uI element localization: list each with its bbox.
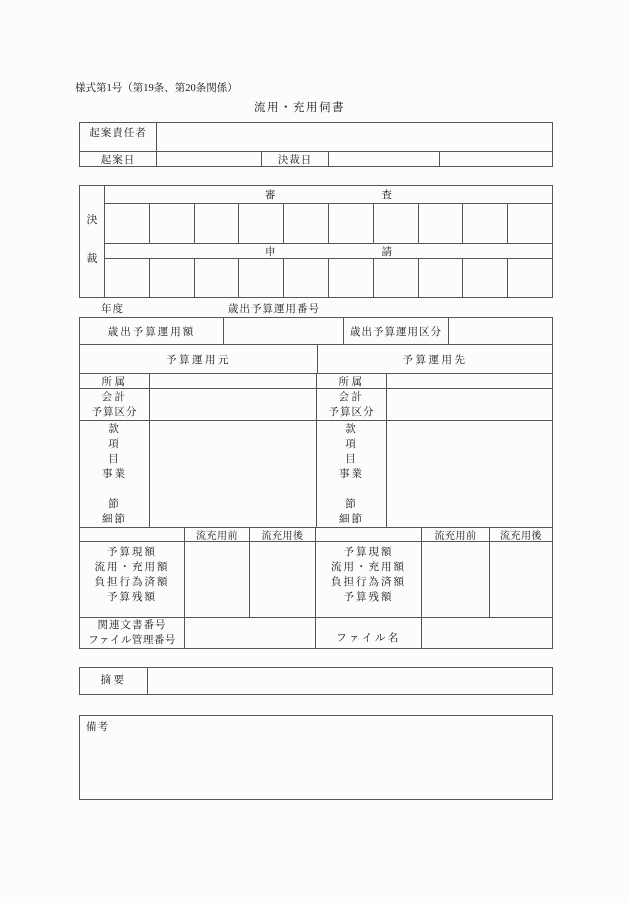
decision-label-char-1: 決 <box>86 214 98 226</box>
review-stamp-row <box>105 203 552 243</box>
draft-date-label: 起案日 <box>100 155 136 166</box>
page-title: 流用・充用伺書 <box>254 102 345 114</box>
stamp-cell <box>194 204 239 243</box>
source-account-label <box>80 389 149 420</box>
request-header <box>105 243 552 258</box>
stamp-cell <box>328 204 373 243</box>
drafter-table <box>79 122 553 167</box>
source-budget-levels-value-cell <box>149 421 316 527</box>
related-doc-value-cell <box>184 618 315 648</box>
stamp-cell <box>149 259 194 297</box>
stamp-cell <box>507 204 552 243</box>
source-header: 予算運用元 <box>166 354 231 366</box>
form-number-note: 様式第1号（第19条、第20条関係） <box>75 83 238 94</box>
account-division-row <box>80 388 552 420</box>
stamp-cell <box>507 259 552 297</box>
source-budget-levels-label: 款 項 目 事業 節 細節 <box>102 424 127 525</box>
stamp-cell <box>149 204 194 243</box>
dest-account-value-cell <box>386 389 552 420</box>
decision-grid <box>104 186 552 297</box>
file-name-label: ファイル名 <box>315 618 421 648</box>
drafter-value-cell <box>156 123 552 151</box>
transfer-amount-label: 歳出予算運用額 <box>107 326 196 338</box>
source-amount-labels: 予算現額 流用・充用額 負担行為済額 予算残額 <box>94 547 170 603</box>
stamp-cell <box>238 259 283 297</box>
drafter-label: 起案責任者 <box>89 128 147 139</box>
file-name-value-cell <box>421 618 552 648</box>
stamp-cell <box>462 259 507 297</box>
stamp-cell <box>462 204 507 243</box>
dest-account-label <box>316 389 386 420</box>
header-spacer-cell <box>80 528 184 541</box>
dest-budget-levels-label: 款 項 目 事業 節 細節 <box>316 421 386 527</box>
stamp-cell <box>105 204 149 243</box>
destination-header: 予算運用先 <box>317 345 552 373</box>
stamp-cell <box>283 259 328 297</box>
dest-before-value-cell <box>421 542 489 617</box>
account-label-line-2: 予算区分 <box>91 406 138 418</box>
stamp-cell <box>194 259 239 297</box>
fiscal-year-label: 年度 <box>101 304 124 315</box>
transfer-category-label: 歳出予算運用区分 <box>343 318 448 344</box>
decision-table <box>79 185 553 298</box>
source-after-value-cell <box>249 542 315 617</box>
stamp-cell <box>283 204 328 243</box>
source-dest-header-row <box>80 344 552 373</box>
remarks-label: 備考 <box>86 722 109 733</box>
approval-date-value-cell <box>328 152 439 167</box>
review-char-2: 査 <box>381 190 392 201</box>
request-char-2: 請 <box>381 246 392 258</box>
remarks-box <box>79 715 553 800</box>
transfer-amount-value-cell <box>223 318 343 344</box>
amounts-row <box>80 541 552 617</box>
related-doc-label: 関連文書番号 ファイル管理番号 <box>88 620 176 646</box>
review-char-1: 審 <box>265 190 276 201</box>
stamp-cell <box>418 204 463 243</box>
summary-table <box>79 667 553 695</box>
source-before-value-cell <box>184 542 249 617</box>
account-label-line-1: 会計 <box>101 391 128 403</box>
dest-after-header: 流充用後 <box>489 528 552 541</box>
dest-budget-levels-value-cell <box>386 421 552 527</box>
stamp-cell <box>373 204 418 243</box>
budget-transfer-table <box>79 317 553 649</box>
stamp-cell <box>105 259 149 297</box>
dest-before-header: 流充用前 <box>421 528 489 541</box>
summary-value-cell <box>147 668 552 694</box>
draft-date-value-cell <box>156 152 261 167</box>
account-label-line-1: 会計 <box>338 391 365 403</box>
transfer-number-label: 歳出予算運用番号 <box>228 304 320 315</box>
stamp-cell <box>328 259 373 297</box>
transfer-amount-row <box>80 318 552 344</box>
dest-affiliation-value-cell <box>386 374 552 388</box>
source-before-header: 流充用前 <box>184 528 249 541</box>
account-label-line-2: 予算区分 <box>328 406 375 418</box>
source-affiliation-label: 所属 <box>101 376 128 388</box>
before-after-header-row <box>80 527 552 541</box>
header-spacer-cell <box>315 528 421 541</box>
dest-affiliation-label: 所属 <box>316 374 386 388</box>
decision-label <box>80 186 104 297</box>
stamp-cell <box>418 259 463 297</box>
stamp-cell <box>238 204 283 243</box>
affiliation-row <box>80 373 552 388</box>
doc-number-row <box>80 617 552 648</box>
transfer-category-value-cell <box>448 318 552 344</box>
dest-amount-labels: 予算現額 流用・充用額 負担行為済額 予算残額 <box>315 542 421 617</box>
decision-label-char-2: 裁 <box>86 253 98 265</box>
source-affiliation-value-cell <box>149 374 316 388</box>
source-account-value-cell <box>149 389 316 420</box>
approval-extra-cell <box>439 152 552 167</box>
request-char-1: 申 <box>265 246 276 258</box>
dest-after-value-cell <box>489 542 552 617</box>
summary-label: 摘要 <box>100 675 127 686</box>
source-after-header: 流充用後 <box>249 528 315 541</box>
review-header <box>105 186 552 203</box>
approval-date-label: 決裁日 <box>261 152 328 167</box>
budget-levels-row <box>80 420 552 527</box>
request-stamp-row <box>105 258 552 297</box>
stamp-cell <box>373 259 418 297</box>
